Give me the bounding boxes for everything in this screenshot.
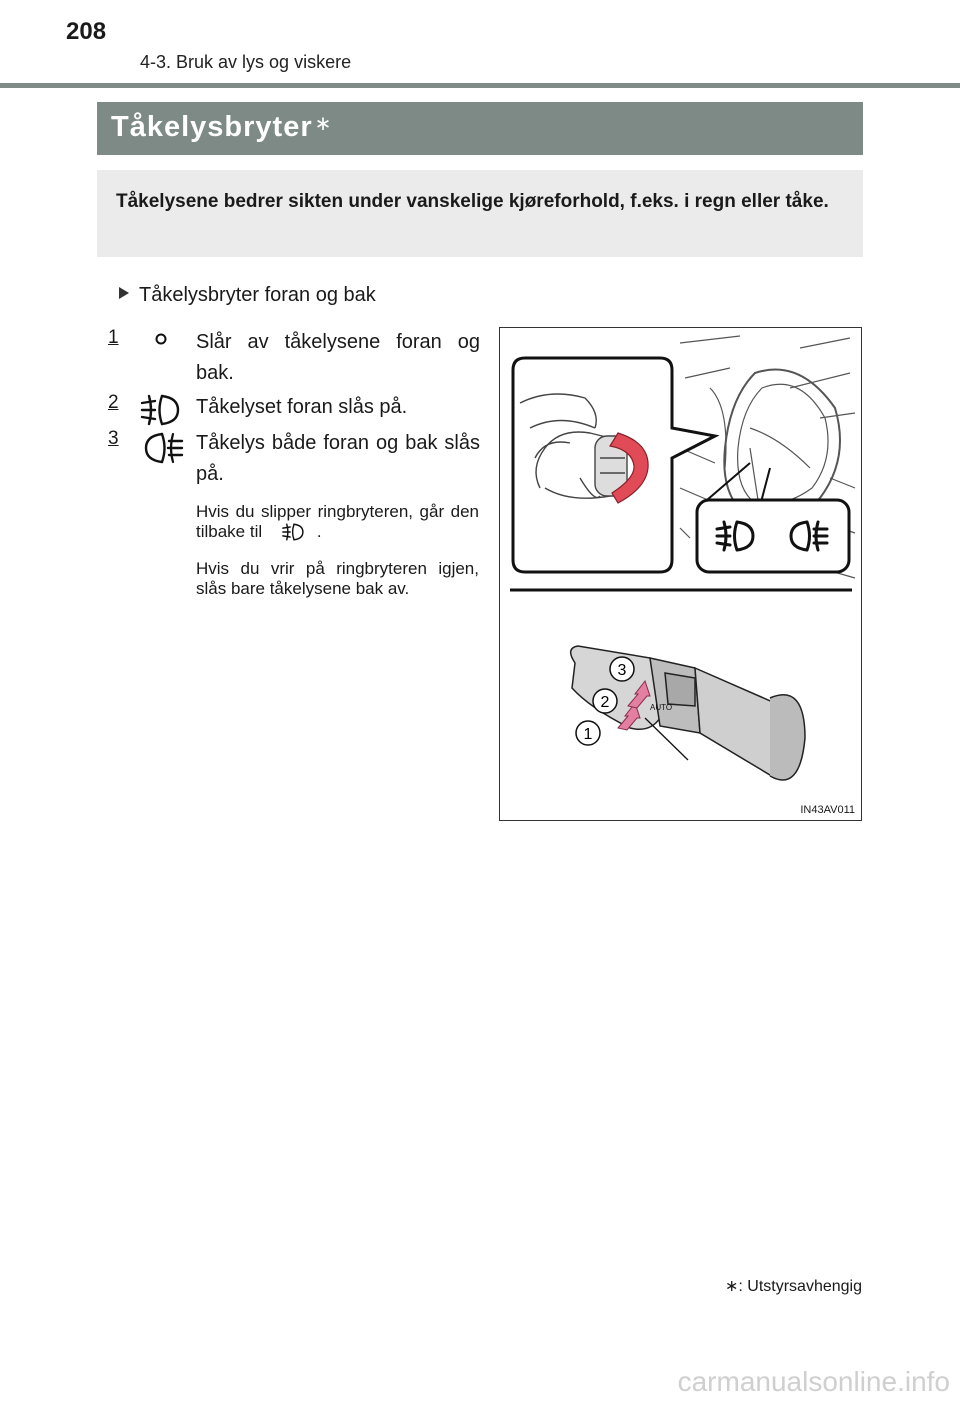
fog-light-switch-figure — [499, 327, 862, 821]
item-text: Tåkelys både foran og bak slås på. — [196, 432, 480, 485]
rear-fog-light-icon — [140, 430, 184, 466]
header-rule — [0, 83, 960, 88]
title-text: Tåkelysbryter — [111, 111, 313, 143]
note-release — [196, 502, 479, 542]
front-fog-light-icon — [140, 392, 184, 428]
running-header: 4-3. Bruk av lys og viskere — [140, 52, 352, 72]
page-number: 208 — [66, 18, 107, 45]
sub-heading-text: Tåkelysbryter foran og bak — [139, 284, 376, 306]
item-number: 3 — [108, 428, 119, 449]
front-fog-light-icon — [277, 522, 311, 542]
lever-auto-label: AUTO — [650, 703, 673, 712]
footnote-text: : Utstyrsavhengig — [738, 1278, 862, 1295]
callout-1 — [576, 721, 600, 745]
item-number: 1 — [108, 327, 119, 348]
triangle-bullet-icon — [119, 287, 129, 299]
list-item-3 — [108, 428, 480, 498]
callout-2 — [593, 689, 617, 713]
watermark: carmanualsonline.info — [677, 1366, 950, 1397]
svg-text:3: 3 — [617, 662, 627, 679]
list-item-2 — [108, 392, 480, 428]
list-item-1 — [108, 327, 480, 387]
footnote-asterisk: ∗ — [724, 1278, 739, 1295]
footnote — [725, 1276, 862, 1296]
note-text: Hvis du slipper ringbryteren, går den tilbake til — [196, 502, 479, 541]
item-text: Slår av tåkelysene foran og bak. — [196, 331, 480, 384]
intro-box — [97, 170, 863, 257]
title-bar — [97, 102, 863, 155]
off-position-icon — [154, 332, 168, 346]
item-number: 2 — [108, 392, 119, 413]
svg-text:2: 2 — [600, 694, 610, 711]
page-title — [111, 111, 332, 144]
item-text: Tåkelyset foran slås på. — [196, 396, 408, 418]
figure-code: IN43AV011 — [800, 804, 855, 816]
title-asterisk: ∗ — [314, 113, 333, 135]
sub-heading — [119, 284, 376, 307]
note-text-end: . — [316, 522, 322, 541]
svg-text:1: 1 — [583, 726, 593, 743]
intro-text: Tåkelysene bedrer sikten under vanskelige kjøreforhold, f.eks. i regn eller tåke. — [116, 191, 829, 212]
note-turn-again: Hvis du vrir på ringbryteren igjen, slås bare tåkelysene bak av. — [196, 559, 479, 598]
switch-illustration — [500, 328, 861, 820]
callout-3 — [610, 657, 634, 681]
